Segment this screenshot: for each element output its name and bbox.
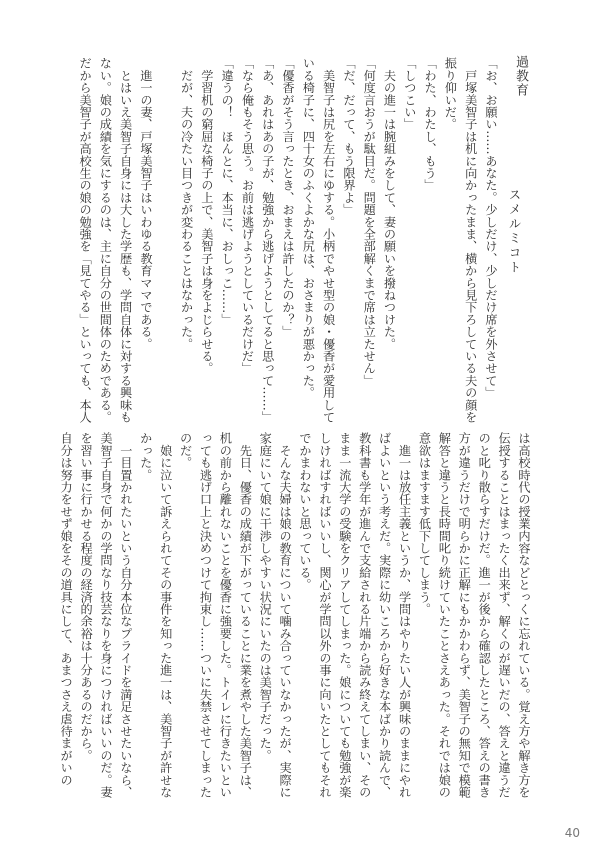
text-line: 家庭にいて娘に干渉しやすい状況にいたのは美智子だった。 [258,432,273,762]
text-line: 解答と違うと長時間叱り続けていたことさえあった。それでは娘の [437,432,452,798]
text-line: 「何度言おうが駄目だ。問題を全部解くまで席は立たせん」 [362,57,377,387]
text-line: かった。 [138,432,153,481]
text-line: だが、夫の冷たい目つきが変わることはなかった。 [179,57,194,350]
text-block-lower [55,432,533,804]
text-line: のだ。 [178,432,193,469]
text-line: 机の前から離れないことを優香に強要した。トイレに行きたいとい [218,432,233,798]
text-line: 夫の進一は腕組みをして、妻の願いを撥ねつけた。 [382,57,397,350]
text-line: とはいえ美智子自身には大した学歴も、学問自体に対する興味も [118,57,133,423]
text-line: 美智子は尻を左右にゆする。小柄でやせ型の娘・優香が愛用して [321,57,336,423]
text-line: のと叱り散らすだけだ。進一が後から確認したところ、答えの書き [477,432,492,798]
text-line: 「なら俺もそう思う。お前は逃げようとしているだけだ」 [240,57,255,375]
text-line: 進一は放任主義というか、学問はやりたい人が興味のままにやれ [397,432,412,798]
text-line: 「あ、あれはあの子が、勉強から逃げようとしてると思って……」 [260,57,275,423]
text-line: 「優香がそう言ったとき、おまえは許したのか？」 [281,57,296,338]
text-line [156,57,176,429]
text-line: いる椅子に、四十女のふくよかな尻は、おさまりが悪かった。 [301,57,316,399]
text-line: 「違うの！ ほんとに、本当に、おしっこ……」 [220,57,235,326]
text-line: 戸塚美智子は机に向かったまま、横から見下ろしている夫の顔を [463,57,478,423]
text-line: 振り仰いだ。 [443,57,458,131]
page-number: 40 [564,826,580,840]
text-line: 教科書も学年が進んで支給される片端から読み終えてしまい、その [357,432,372,798]
text-line: 「しつこい」 [402,57,417,131]
text-line: しければすればいいし、関心が学問以外の事に向いたとしてもそれ [317,432,332,798]
text-line: 先日、優香の成績が下がっていることに業を煮やした美智子は、 [238,432,253,798]
text-line: ばよいという考えだ。実際に幼いころから好きな本ばかり読んで、 [377,432,392,798]
text-line: 進一の妻、戸塚美智子はいわゆる教育ママである。 [138,57,153,350]
text-line: は高校時代の授業内容などとっくに忘れている。覚え方や解き方を [517,432,531,798]
text-line: 娘に泣いて訴えられてその事件を知った進一は、美智子が許せな [158,432,173,798]
text-line: 意欲はますます低下してしまう。 [417,432,432,615]
text-line: を習い事に行かせる程度の経済的余裕は十分あるのだから。 [79,432,94,762]
text-line: 自分は努力をせず娘をその道具にして、あまつさえ虐待まがいの [59,432,74,786]
text-line: 伝授することはまったく出来ず、解くのが遅いだの、答えと違うだ [497,432,512,798]
text-line: 方が違うだけで明らかに正解にもかかわらず、美智子の無知で模範 [457,432,472,798]
text-line: っても逃げ口上と決めつけて拘束し……ついに失禁させてしまった [198,432,213,798]
text-line: 学習机の窮屈な椅子の上で、美智子は身をよじらせる。 [199,57,214,375]
text-line: まま一流大学の受験をクリアしてしまった。娘についても勉強が楽 [337,432,352,798]
text-line: ない。娘の成績を気にするのは、主に自分の世間体のためである。 [98,57,113,423]
author-name: スメルミコト [507,188,522,275]
text-line: でかまわないと思っている。 [298,432,313,591]
text-line: だから美智子が高校生の娘の勉強を「見てやる」といっても、本人 [78,57,93,423]
text-line: 「わた、わたし、もう」 [423,57,438,192]
story-title: 過教育 [513,55,528,97]
text-line: 美智子自身で何かの学問なり技芸なりを身につければいいのだ。妻 [98,432,113,798]
text-block-upper [75,57,501,429]
text-line: 「だ、だって、もう限界よ」 [341,57,356,216]
text-line: そんな夫婦は娘の教育について噛み合っていなかったが、実際に [278,432,293,798]
text-line: 一目置かれたいという自分本位なプライドを満足させたいなら、 [118,432,133,798]
text-line: 「お、お願い……あなた。少しだけ、少しだけ席を外させて」 [484,57,498,399]
